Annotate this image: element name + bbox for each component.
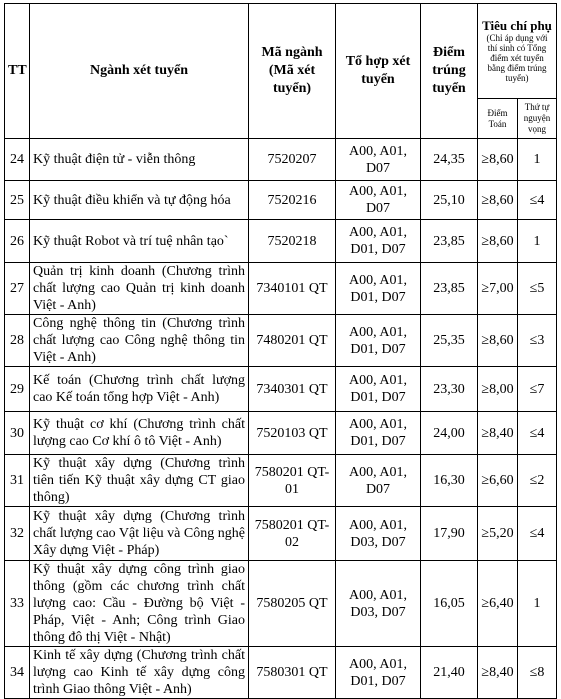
header-row (5, 4, 557, 99)
cell-order: ≤5 (518, 263, 557, 315)
cell-score: 23,85 (421, 263, 478, 315)
header-score: Điểm trúng tuyển (421, 4, 478, 139)
cell-score: 24,35 (421, 139, 478, 181)
cell-combo: A00, A01, D01, D07 (336, 263, 421, 315)
cell-tt: 31 (5, 455, 30, 507)
cell-order: 1 (518, 220, 557, 263)
cell-math: ≥7,00 (478, 263, 518, 315)
cell-major: Công nghệ thông tin (Chương trình chất lượng cao Công nghệ thông tin Việt - Anh) (30, 315, 249, 367)
table-row (5, 647, 557, 699)
table-row (5, 181, 557, 220)
cell-math: ≥8,40 (478, 412, 518, 455)
cell-tt: 32 (5, 507, 30, 561)
cell-order: ≤8 (518, 647, 557, 699)
header-code: Mã ngành (Mã xét tuyển) (249, 4, 336, 139)
cell-code: 7580201 QT-01 (249, 455, 336, 507)
cell-order: ≤4 (518, 412, 557, 455)
table-row (5, 507, 557, 561)
cell-code: 7580301 QT (249, 647, 336, 699)
cell-code: 7340301 QT (249, 367, 336, 412)
cell-combo: A00, A01, D01, D07 (336, 647, 421, 699)
cell-major: Kỹ thuật cơ khí (Chương trình chất lượng cao Cơ khí ô tô Việt - Anh) (30, 412, 249, 455)
table-row (5, 315, 557, 367)
cell-code: 7340101 QT (249, 263, 336, 315)
table-row (5, 263, 557, 315)
cell-tt: 33 (5, 561, 30, 647)
table-row (5, 367, 557, 412)
cell-tt: 25 (5, 181, 30, 220)
cell-major: Kỹ thuật Robot và trí tuệ nhân tạo` (30, 220, 249, 263)
cell-combo: A00, A01, D01, D07 (336, 220, 421, 263)
cell-code: 7480201 QT (249, 315, 336, 367)
cell-combo: A00, A01, D03, D07 (336, 561, 421, 647)
cell-combo: A00, A01, D07 (336, 139, 421, 181)
cell-combo: A00, A01, D01, D07 (336, 315, 421, 367)
cell-order: ≤7 (518, 367, 557, 412)
cell-score: 16,30 (421, 455, 478, 507)
cell-math: ≥6,40 (478, 561, 518, 647)
cell-combo: A00, A01, D01, D07 (336, 412, 421, 455)
table-row (5, 561, 557, 647)
cell-math: ≥8,40 (478, 647, 518, 699)
cell-major: Kỹ thuật điều khiển và tự động hóa (30, 181, 249, 220)
table-body (5, 139, 557, 699)
cell-major: Quản trị kinh doanh (Chương trình chất lượng cao Quản trị kinh doanh Việt - Anh) (30, 263, 249, 315)
cell-math: ≥8,60 (478, 315, 518, 367)
cell-code: 7580201 QT-02 (249, 507, 336, 561)
header-combo: Tổ hợp xét tuyển (336, 4, 421, 139)
cell-tt: 34 (5, 647, 30, 699)
header-criteria (478, 4, 557, 99)
cell-score: 23,85 (421, 220, 478, 263)
cell-tt: 29 (5, 367, 30, 412)
cell-math: ≥8,60 (478, 139, 518, 181)
cell-major: Kỹ thuật xây dựng công trình giao thông (gồm các chương trình chất lượng cao: Cầu - Đường bộ Việt - Pháp, Việt - Anh; Công trình Giao thông đô thị Việt - Nhật) (30, 561, 249, 647)
cell-score: 17,90 (421, 507, 478, 561)
cell-major: Kỹ thuật điện tử - viễn thông (30, 139, 249, 181)
cell-code: 7580205 QT (249, 561, 336, 647)
cell-score: 24,00 (421, 412, 478, 455)
cell-math: ≥8,60 (478, 181, 518, 220)
cell-tt: 30 (5, 412, 30, 455)
cell-math: ≥8,00 (478, 367, 518, 412)
cell-combo: A00, A01, D03, D07 (336, 507, 421, 561)
cell-math: ≥8,60 (478, 220, 518, 263)
cell-code: 7520216 (249, 181, 336, 220)
cell-score: 25,10 (421, 181, 478, 220)
cell-tt: 27 (5, 263, 30, 315)
cell-order: ≤4 (518, 507, 557, 561)
header-criteria-math: Điểm Toán (478, 99, 518, 139)
cell-math: ≥5,20 (478, 507, 518, 561)
cell-score: 16,05 (421, 561, 478, 647)
cell-score: 21,40 (421, 647, 478, 699)
cell-code: 7520207 (249, 139, 336, 181)
cell-major: Kinh tế xây dựng (Chương trình chất lượng cao Kinh tế xây dựng công trình Giao thông Việt - Anh) (30, 647, 249, 699)
admission-table (4, 3, 557, 699)
header-criteria-order: Thứ tự nguyện vọng (518, 99, 557, 139)
cell-combo: A00, A01, D07 (336, 455, 421, 507)
table-row (5, 220, 557, 263)
cell-tt: 26 (5, 220, 30, 263)
cell-major: Kế toán (Chương trình chất lượng cao Kế toán tổng hợp Việt - Anh) (30, 367, 249, 412)
table-row (5, 412, 557, 455)
cell-code: 7520218 (249, 220, 336, 263)
cell-combo: A00, A01, D01, D07 (336, 367, 421, 412)
cell-order: 1 (518, 139, 557, 181)
cell-tt: 28 (5, 315, 30, 367)
criteria-title: Tiêu chí phụ (482, 18, 552, 33)
cell-order: ≤4 (518, 181, 557, 220)
cell-major: Kỹ thuật xây dựng (Chương trình tiên tiến Kỹ thuật xây dựng CT giao thông) (30, 455, 249, 507)
cell-score: 25,35 (421, 315, 478, 367)
cell-combo: A00, A01, D07 (336, 181, 421, 220)
cell-math: ≥6,60 (478, 455, 518, 507)
cell-code: 7520103 QT (249, 412, 336, 455)
cell-order: 1 (518, 561, 557, 647)
criteria-note: (Chỉ áp dụng với thí sinh có Tổng điểm xét tuyển bằng điểm trúng tuyển) (486, 33, 548, 83)
header-major: Ngành xét tuyển (30, 4, 249, 139)
cell-major: Kỹ thuật xây dựng (Chương trình chất lượng cao Vật liệu và Công nghệ Xây dựng Việt - Pháp) (30, 507, 249, 561)
table-row (5, 139, 557, 181)
header-tt: TT (5, 4, 30, 139)
cell-order: ≤2 (518, 455, 557, 507)
cell-tt: 24 (5, 139, 30, 181)
cell-score: 23,30 (421, 367, 478, 412)
table-row (5, 455, 557, 507)
cell-order: ≤3 (518, 315, 557, 367)
